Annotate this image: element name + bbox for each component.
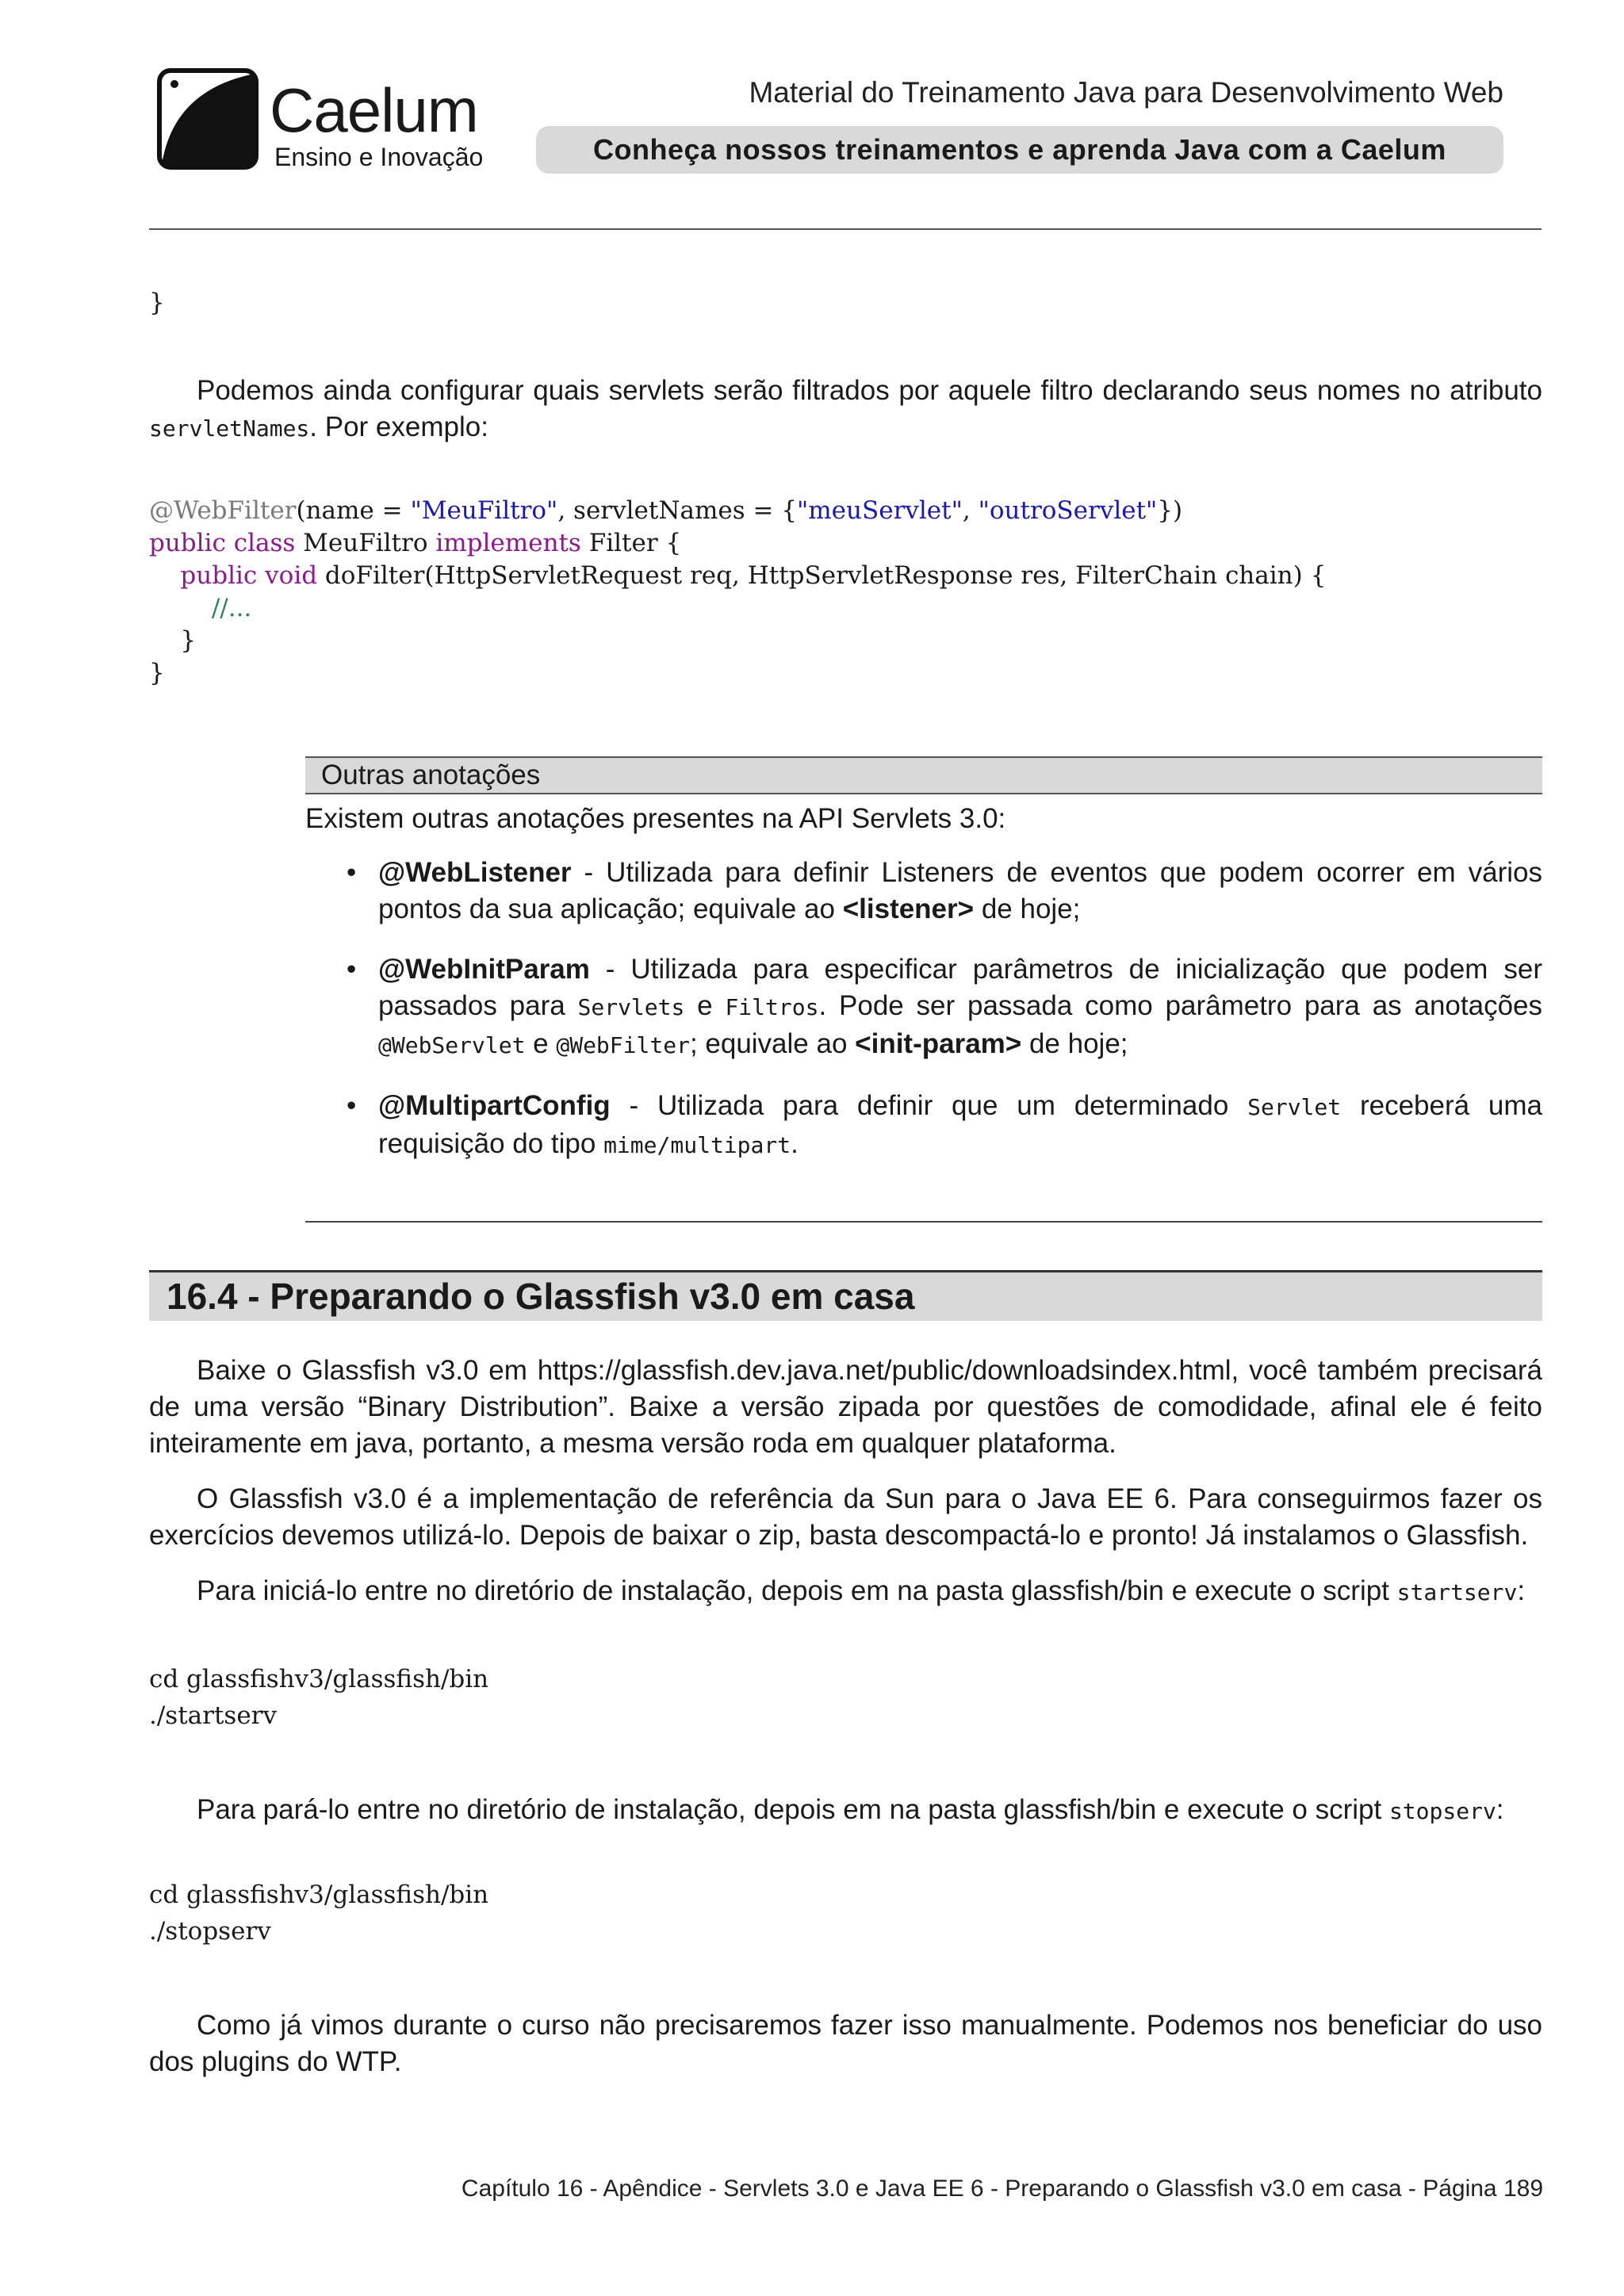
caelum-logo-icon xyxy=(157,68,259,170)
header-divider xyxy=(149,228,1542,230)
code-closing-brace: } xyxy=(149,289,165,317)
code-block-stopserv xyxy=(149,1879,488,1948)
brand-name: Caelum xyxy=(270,75,478,145)
code-block-startserv xyxy=(149,1663,488,1732)
paragraph-servletnames xyxy=(149,373,1542,447)
paragraph-text: . Por exemplo: xyxy=(309,411,488,442)
inline-code: servletNames xyxy=(149,415,310,442)
paragraph-reference-impl: O Glassfish v3.0 é a implementação de referência da Sun para o Java EE 6. Para conseguirmos fazer os exercícios devemos utilizá-lo. Depois de baixar o zip, basta descompactá-lo e pronto! Já instalamos o Glassfish. xyxy=(149,1483,1542,1551)
section-body xyxy=(149,1353,1542,1611)
list-item-weblistener: • @WebListener - Utilizada para definir Listeners de eventos que podem ocorrer em vários pontos da sua aplicação; equivale ao <listener> de hoje; xyxy=(347,857,1542,924)
code-block-webfilter: @WebFilter(name = "MeuFiltro", servletNames = {"meuServlet", "outroServlet"}) public class MeuFiltro implements Filter { public void doFilter(HttpServletRequest req, HttpServletResponse res, FilterChain chain) { //... } } xyxy=(149,496,1327,687)
code-line: cd glassfishv3/glassfish/bin xyxy=(149,1881,489,1909)
note-box-heading: Outras anotações xyxy=(305,756,1542,794)
code-line: ./stopserv xyxy=(149,1917,271,1946)
paragraph-start-server: Para iniciá-lo entre no diretório de instalação, depois em na pasta glassfish/bin e execute o script startserv: xyxy=(197,1575,1526,1606)
annotation-list xyxy=(347,855,1543,1164)
page-footer: Capítulo 16 - Apêndice - Servlets 3.0 e Java EE 6 - Preparando o Glassfish v3.0 em casa - Página 189 xyxy=(461,2175,1543,2202)
brand-tagline: Ensino e Inovação xyxy=(274,143,484,171)
paragraph-download: Baixe o Glassfish v3.0 em https://glassfish.dev.java.net/public/downloadsindex.html, você também precisará de uma versão “Binary Distribution”. Baixe a versão zipada por questões de comodidade, afinal ele é feito inteiramente em java, portanto, a mesma versão roda em qualquer plataforma. xyxy=(149,1355,1542,1459)
note-box-body xyxy=(305,801,1542,1188)
paragraph-wtp: Como já vimos durante o curso não precisaremos fazer isso manualmente. Podemos nos beneficiar do uso dos plugins do WTP. xyxy=(149,2010,1542,2077)
paragraph-stop-server: Para pará-lo entre no diretório de instalação, depois em na pasta glassfish/bin e execute o script stopserv: xyxy=(197,1794,1504,1825)
section-heading: 16.4 - Preparando o Glassfish v3.0 em casa xyxy=(149,1270,1542,1321)
note-box-intro: Existem outras anotações presentes na API Servlets 3.0: xyxy=(305,803,1006,834)
list-item-webinitparam: • @WebInitParam - Utilizada para especificar parâmetros de inicialização que podem ser passados para Servlets e Filtros. Pode ser passada como parâmetro para as anotações @WebServlet e @WebFilter; equivale ao <init-param> de hoje; xyxy=(347,954,1542,1059)
note-box-bottom-rule xyxy=(305,1221,1542,1223)
header-title: Material do Treinamento Java para Desenvolvimento Web xyxy=(749,76,1503,109)
list-item-multipartconfig: • @MultipartConfig - Utilizada para definir que um determinado Servlet receberá uma requisição do tipo mime/multipart. xyxy=(347,1090,1543,1159)
paragraph-text: Podemos ainda configurar quais servlets serão filtrados por aquele filtro declarando seus nomes no atributo xyxy=(197,375,1542,406)
code-line: ./startserv xyxy=(149,1701,278,1730)
code-line: cd glassfishv3/glassfish/bin xyxy=(149,1665,489,1693)
header-promo-banner[interactable]: Conheça nossos treinamentos e aprenda Java com a Caelum xyxy=(536,126,1503,174)
caelum-logo xyxy=(157,68,490,179)
